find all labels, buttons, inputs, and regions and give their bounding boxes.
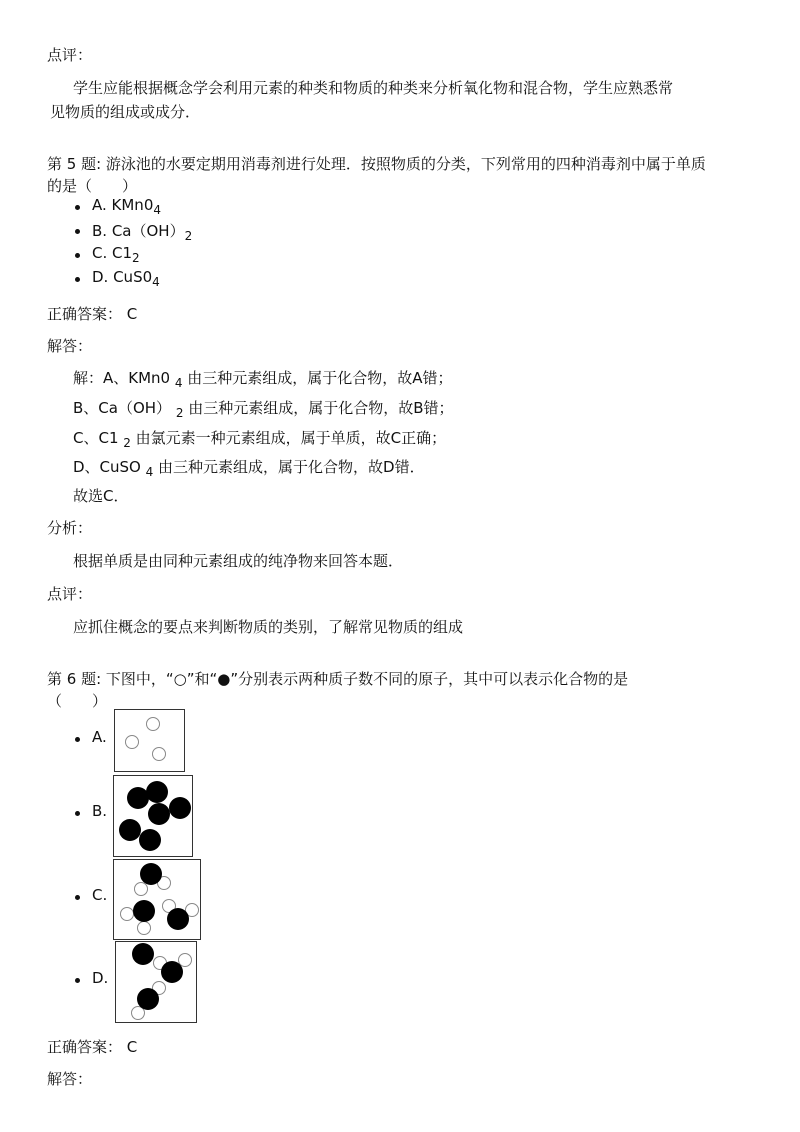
q6-option-a-diagram bbox=[114, 709, 185, 772]
q5-option-d: D. $CuS0_4$ bbox=[92, 268, 160, 289]
q5-solution-line-a: 解：A、KMn0 $_4$ 由三种元素组成，属于化合物，故A错； bbox=[73, 369, 453, 390]
review-text-line1: 学生应能根据概念学会利用元素的种类和物质的种类来分析氧化物和混合物，学生应熟悉常 bbox=[73, 79, 674, 97]
bullet-icon bbox=[75, 978, 80, 983]
question-5-stem-line2: 的是（ ） bbox=[47, 177, 138, 195]
bullet-icon bbox=[75, 277, 80, 282]
q6-option-b-diagram bbox=[113, 775, 193, 857]
question-5-stem-line1: 第 5 题: 游泳池的水要定期用消毒剂进行处理．按照物质的分类，下列常用的四种消毒剂中属于单质 bbox=[47, 155, 706, 173]
q5-solution-line-c: C、C1 $_2$ 由氯元素一种元素组成，属于单质，故C正确； bbox=[73, 429, 447, 450]
q5-solution-line-b: B、Ca（OH） $_2$ 由三种元素组成，属于化合物，故B错； bbox=[73, 399, 454, 420]
q5-option-b: B. $Ca(OH)_2$ bbox=[92, 222, 193, 243]
q6-option-d-diagram bbox=[115, 941, 197, 1023]
review-label: 点评： bbox=[47, 46, 93, 64]
q5-option-c: C. $C1_2$ bbox=[92, 244, 140, 265]
q5-solution-end: 故选C． bbox=[73, 487, 129, 505]
q5-answer-value: C bbox=[126, 305, 138, 323]
q5-solution-line-d: D、CuSO $_4$ 由三种元素组成，属于化合物，故D错． bbox=[73, 458, 425, 479]
q5-analysis-label: 分析： bbox=[47, 519, 93, 537]
review-text-line2: 见物质的组成或成分． bbox=[50, 103, 201, 121]
bullet-icon bbox=[75, 737, 80, 742]
q6-option-a-label: A. bbox=[92, 728, 107, 746]
q5-option-a: A. $KMn0_4$ bbox=[92, 196, 162, 217]
q5-review-label: 点评： bbox=[47, 585, 93, 603]
bullet-icon bbox=[75, 811, 80, 816]
q5-answer: 正确答案： C bbox=[47, 305, 138, 323]
question-6-stem-line1: 第 6 题: 下图中，“○”和“●”分别表示两种质子数不同的原子，其中可以表示化合物的是 bbox=[47, 670, 629, 688]
q5-review-text: 应抓住概念的要点来判断物质的类别，了解常见物质的组成 bbox=[73, 618, 464, 636]
q6-answer: 正确答案： C bbox=[47, 1038, 138, 1056]
q6-option-d-label: D. bbox=[92, 969, 109, 987]
q6-solution-label: 解答： bbox=[47, 1070, 93, 1088]
q6-option-b-label: B. bbox=[92, 802, 108, 820]
q6-option-c-label: C. bbox=[92, 886, 108, 904]
bullet-icon bbox=[75, 895, 80, 900]
q5-analysis-text: 根据单质是由同种元素组成的纯净物来回答本题． bbox=[73, 552, 404, 570]
q6-option-c-diagram bbox=[113, 859, 201, 940]
bullet-icon bbox=[75, 229, 80, 234]
bullet-icon bbox=[75, 253, 80, 258]
q6-answer-value: C bbox=[126, 1038, 138, 1056]
question-6-stem-line2: （ ） bbox=[47, 692, 108, 710]
bullet-icon bbox=[75, 205, 80, 210]
q5-solution-label: 解答： bbox=[47, 337, 93, 355]
